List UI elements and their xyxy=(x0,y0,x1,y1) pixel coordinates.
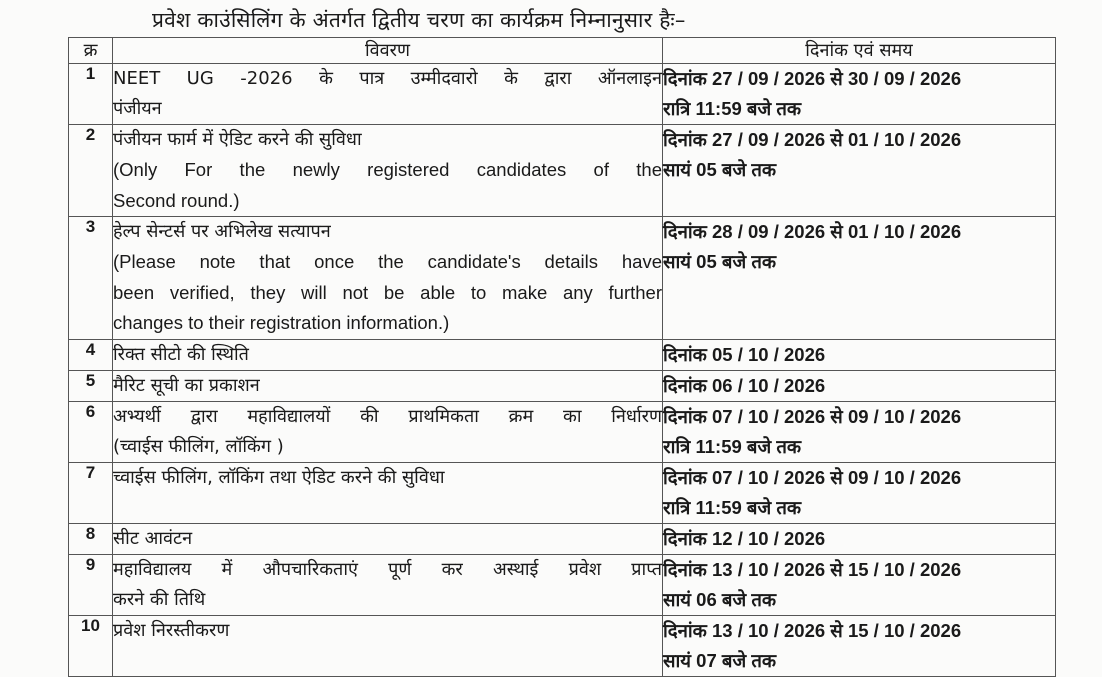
row-date-time xyxy=(663,462,1056,523)
row-serial-number: 10 xyxy=(69,615,113,676)
row-description xyxy=(113,125,663,217)
table-row xyxy=(69,401,1056,462)
row-date-time xyxy=(663,64,1056,125)
row-date-time xyxy=(663,615,1056,676)
row-description xyxy=(113,217,663,340)
date-range: दिनांक 12 / 10 / 2026 xyxy=(663,527,826,549)
description-line: पंजीयन xyxy=(113,98,162,119)
deadline-time: रात्रि 11:59 बजे तक xyxy=(663,98,802,119)
row-description xyxy=(113,64,663,125)
table-row xyxy=(69,339,1056,370)
description-note-line: (Please note that once the candidate's details have xyxy=(113,251,662,272)
header-description: विवरण xyxy=(113,38,663,64)
row-serial-number: 9 xyxy=(69,554,113,615)
date-range: दिनांक 13 / 10 / 2026 से 15 / 10 / 2026 xyxy=(663,619,962,641)
description-note-line: been verified, they will not be able to make any further xyxy=(113,281,662,303)
description-line: पंजीयन फार्म में ऐडिट करने की सुविधा xyxy=(113,129,362,150)
date-range: दिनांक 07 / 10 / 2026 से 09 / 10 / 2026 xyxy=(663,405,962,427)
date-range: दिनांक 06 / 10 / 2026 xyxy=(663,374,826,396)
row-serial-number: 6 xyxy=(69,401,113,462)
header-serial: क्र xyxy=(69,38,113,64)
table-row xyxy=(69,523,1056,554)
deadline-time: सायं 05 बजे तक xyxy=(663,159,777,180)
row-serial-number: 3 xyxy=(69,217,113,340)
row-serial-number: 1 xyxy=(69,64,113,125)
page-heading: प्रवेश काउंसिलिंग के अंतर्गत द्वितीय चरण का कार्यक्रम निम्नानुसार हैः– xyxy=(152,8,686,32)
date-range: दिनांक 27 / 09 / 2026 से 30 / 09 / 2026 xyxy=(663,68,962,89)
date-range: दिनांक 07 / 10 / 2026 से 09 / 10 / 2026 xyxy=(663,466,962,488)
row-description xyxy=(113,401,663,462)
table-row xyxy=(69,64,1056,125)
description-line: रिक्त सीटो की स्थिति xyxy=(113,343,249,365)
date-range: दिनांक 28 / 09 / 2026 से 01 / 10 / 2026 xyxy=(663,221,962,242)
row-date-time xyxy=(663,339,1056,370)
description-line: अभ्यर्थी द्वारा महाविद्यालयों की प्राथमिकता क्रम का निर्धारण xyxy=(113,405,662,427)
row-description xyxy=(113,523,663,554)
row-serial-number: 5 xyxy=(69,370,113,401)
deadline-time: रात्रि 11:59 बजे तक xyxy=(663,435,802,457)
table-row xyxy=(69,554,1056,615)
date-range: दिनांक 13 / 10 / 2026 से 15 / 10 / 2026 xyxy=(663,558,962,580)
row-date-time xyxy=(663,401,1056,462)
description-line: (च्वाईस फीलिंग, लॉकिंग ) xyxy=(113,435,284,457)
row-date-time xyxy=(663,523,1056,554)
table-row xyxy=(69,217,1056,340)
description-line: NEET UG -2026 के पात्र उम्मीदवारो के द्वारा ऑनलाइन xyxy=(113,68,662,89)
row-description xyxy=(113,554,663,615)
table-row xyxy=(69,615,1056,676)
description-note-line: changes to their registration information.) xyxy=(113,312,450,333)
description-note-line: (Only For the newly registered candidates of the xyxy=(113,159,662,180)
table-header-row xyxy=(69,38,1056,64)
deadline-time: सायं 07 बजे तक xyxy=(663,649,777,671)
row-date-time xyxy=(663,370,1056,401)
date-range: दिनांक 27 / 09 / 2026 से 01 / 10 / 2026 xyxy=(663,129,962,150)
table-row xyxy=(69,462,1056,523)
description-line: हेल्प सेन्टर्स पर अभिलेख सत्यापन xyxy=(113,221,331,242)
row-serial-number: 2 xyxy=(69,125,113,217)
date-range: दिनांक 05 / 10 / 2026 xyxy=(663,343,826,365)
deadline-time: सायं 05 बजे तक xyxy=(663,251,777,272)
row-description xyxy=(113,370,663,401)
row-description xyxy=(113,462,663,523)
row-date-time xyxy=(663,125,1056,217)
description-note-line: Second round.) xyxy=(113,189,240,211)
table-row xyxy=(69,125,1056,217)
description-line: महाविद्यालय में औपचारिकताएं पूर्ण कर अस्थाई प्रवेश प्राप्त xyxy=(113,558,662,580)
row-date-time xyxy=(663,554,1056,615)
description-line: मैरिट सूची का प्रकाशन xyxy=(113,374,260,396)
row-date-time xyxy=(663,217,1056,340)
row-serial-number: 4 xyxy=(69,339,113,370)
deadline-time: रात्रि 11:59 बजे तक xyxy=(663,496,802,518)
description-line: च्वाईस फीलिंग, लॉकिंग तथा ऐडिट करने की सुविधा xyxy=(113,466,445,488)
row-description xyxy=(113,615,663,676)
row-serial-number: 8 xyxy=(69,523,113,554)
header-date-time: दिनांक एवं समय xyxy=(663,38,1056,64)
schedule-table xyxy=(68,37,1056,677)
deadline-time: सायं 06 बजे तक xyxy=(663,588,777,610)
row-serial-number: 7 xyxy=(69,462,113,523)
row-description xyxy=(113,339,663,370)
description-line: सीट आवंटन xyxy=(113,527,193,549)
description-line: करने की तिथि xyxy=(113,588,206,610)
description-line: प्रवेश निरस्तीकरण xyxy=(113,619,230,641)
table-row xyxy=(69,370,1056,401)
